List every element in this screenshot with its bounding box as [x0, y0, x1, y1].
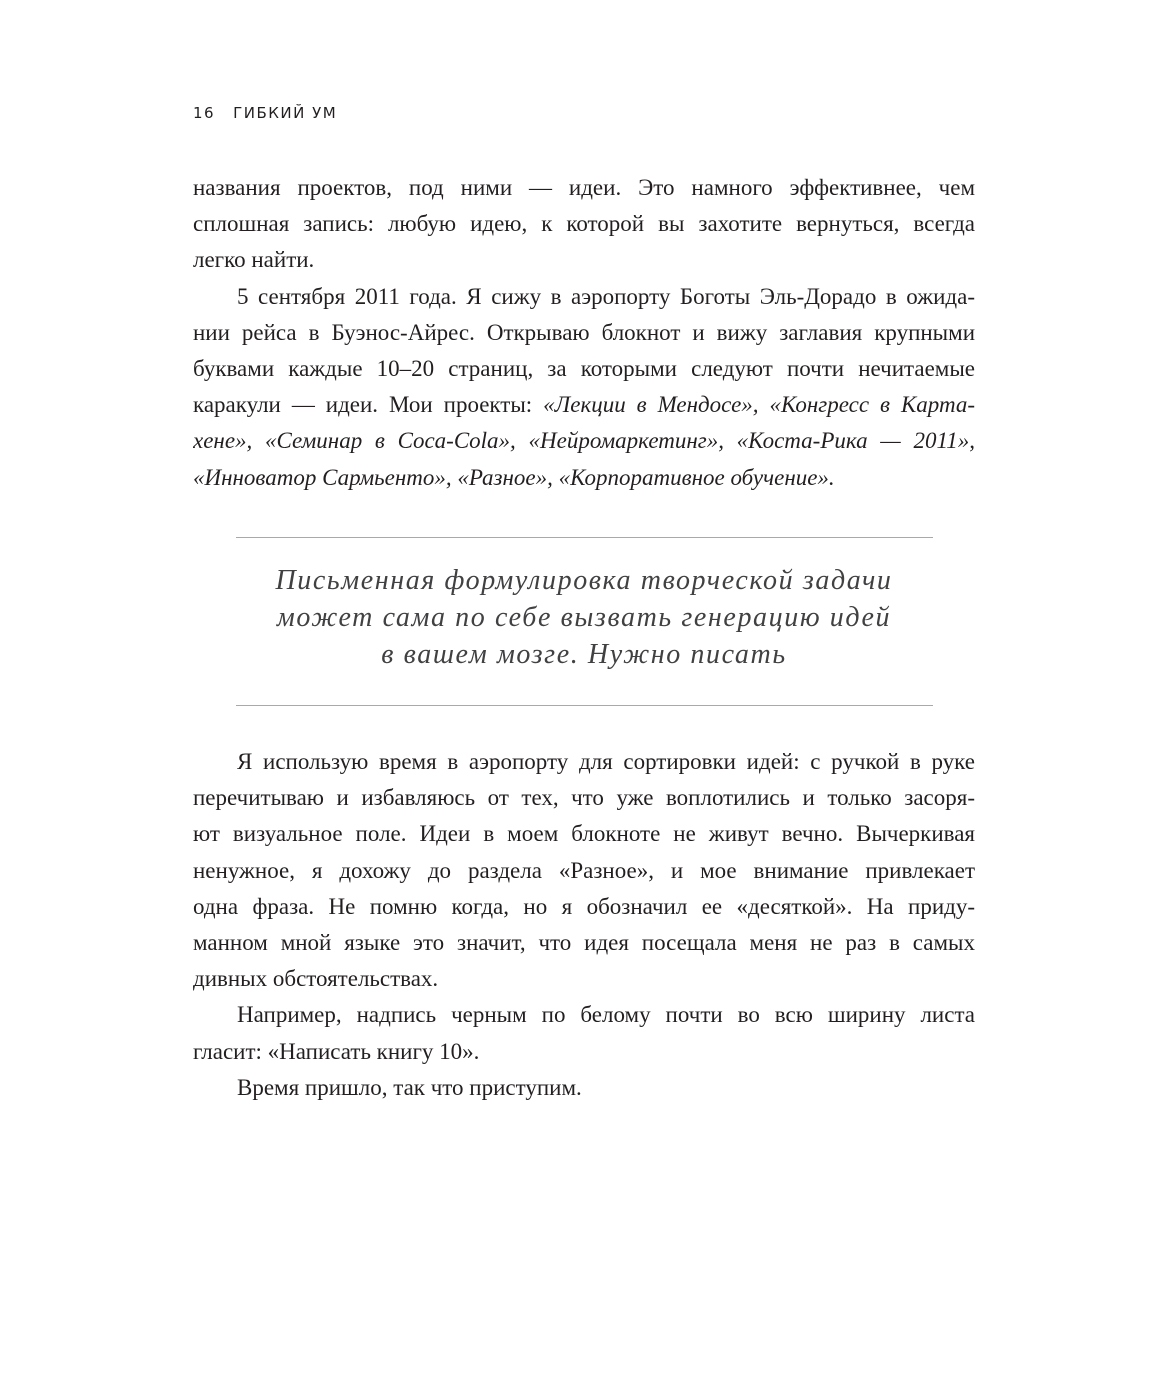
body-text-section-2 — [193, 744, 975, 1106]
quote-top-divider — [236, 537, 933, 538]
text-line — [193, 925, 975, 961]
text-segment: дивных обстоятельствах. — [193, 966, 439, 992]
text-line — [193, 279, 975, 315]
text-line — [193, 780, 975, 816]
text-segment: названия проектов, под ними — идеи. Это намного эффективнее, чем — [193, 175, 975, 200]
text-segment: манном мной языке это значит, что идея посещала меня не раз в самых — [193, 929, 975, 955]
text-line — [193, 997, 975, 1033]
text-line — [193, 1034, 975, 1070]
text-segment: нии рейса в Буэнос-Айрес. Открываю блокнот и вижу заглавия крупными — [193, 319, 975, 345]
running-title: ГИБКИЙ УМ — [233, 104, 338, 122]
text-segment: Время пришло, так что приступим. — [237, 1074, 582, 1100]
text-line — [193, 170, 975, 206]
text-segment: каракули — идеи. Мои проекты: — [193, 392, 544, 418]
text-line — [193, 460, 975, 496]
text-line — [193, 423, 975, 459]
text-line — [193, 961, 975, 997]
text-line — [193, 853, 975, 889]
text-line — [193, 889, 975, 925]
text-segment: перечитываю и избавляюсь от тех, что уже воплотились и только засоря- — [193, 785, 975, 811]
pull-quote-line: в вашем мозге. Нужно писать — [381, 639, 787, 670]
page-number: 16 — [193, 104, 216, 122]
pull-quote — [193, 562, 975, 673]
text-line — [193, 315, 975, 351]
pull-quote-line: может сама по себе вызвать генерацию идей — [276, 602, 892, 633]
text-segment: сплошная запись: любую идею, к которой вы захотите вернуться, всегда — [193, 211, 975, 237]
italic-text: «Инноватор Сармьенто», «Разное», «Корпоративное обучение». — [193, 464, 835, 490]
text-segment: Например, надпись черным по белому почти во всю ширину листа — [237, 1002, 975, 1028]
running-header — [193, 104, 355, 122]
italic-text: «Лекции в Мендосе», «Конгресс в Карта- — [543, 392, 975, 418]
text-line — [193, 206, 975, 242]
text-line — [193, 242, 975, 278]
text-segment: буквами каждые 10–20 страниц, за которыми следуют почти нечитаемые — [193, 355, 975, 381]
pull-quote-line: Письменная формулировка творческой задачи — [275, 565, 893, 596]
text-line — [193, 1070, 975, 1106]
text-segment: одна фраза. Не помню когда, но я обозначил ее «десяткой». На приду- — [193, 893, 975, 919]
italic-text: хене», «Семинар в Coca-Cola», «Нейромаркетинг», «Коста-Рика — 2011», — [193, 428, 975, 454]
text-segment: 5 сентября 2011 года. Я сижу в аэропорту Боготы Эль-Дорадо в ожида- — [237, 283, 975, 309]
text-line — [193, 816, 975, 852]
text-line — [193, 351, 975, 387]
text-segment: ют визуальное поле. Идеи в моем блокноте не живут вечно. Вычеркивая — [193, 821, 975, 847]
text-line — [193, 744, 975, 780]
text-segment: Я использую время в аэропорту для сортировки идей: с ручкой в руке — [237, 749, 975, 774]
text-line — [193, 387, 975, 423]
text-segment: гласит: «Написать книгу 10». — [193, 1038, 480, 1064]
quote-bottom-divider — [236, 705, 933, 706]
body-text-section-1 — [193, 170, 975, 496]
text-segment: ненужное, я дохожу до раздела «Разное», и мое внимание привлекает — [193, 857, 975, 883]
text-segment: легко найти. — [193, 247, 315, 273]
